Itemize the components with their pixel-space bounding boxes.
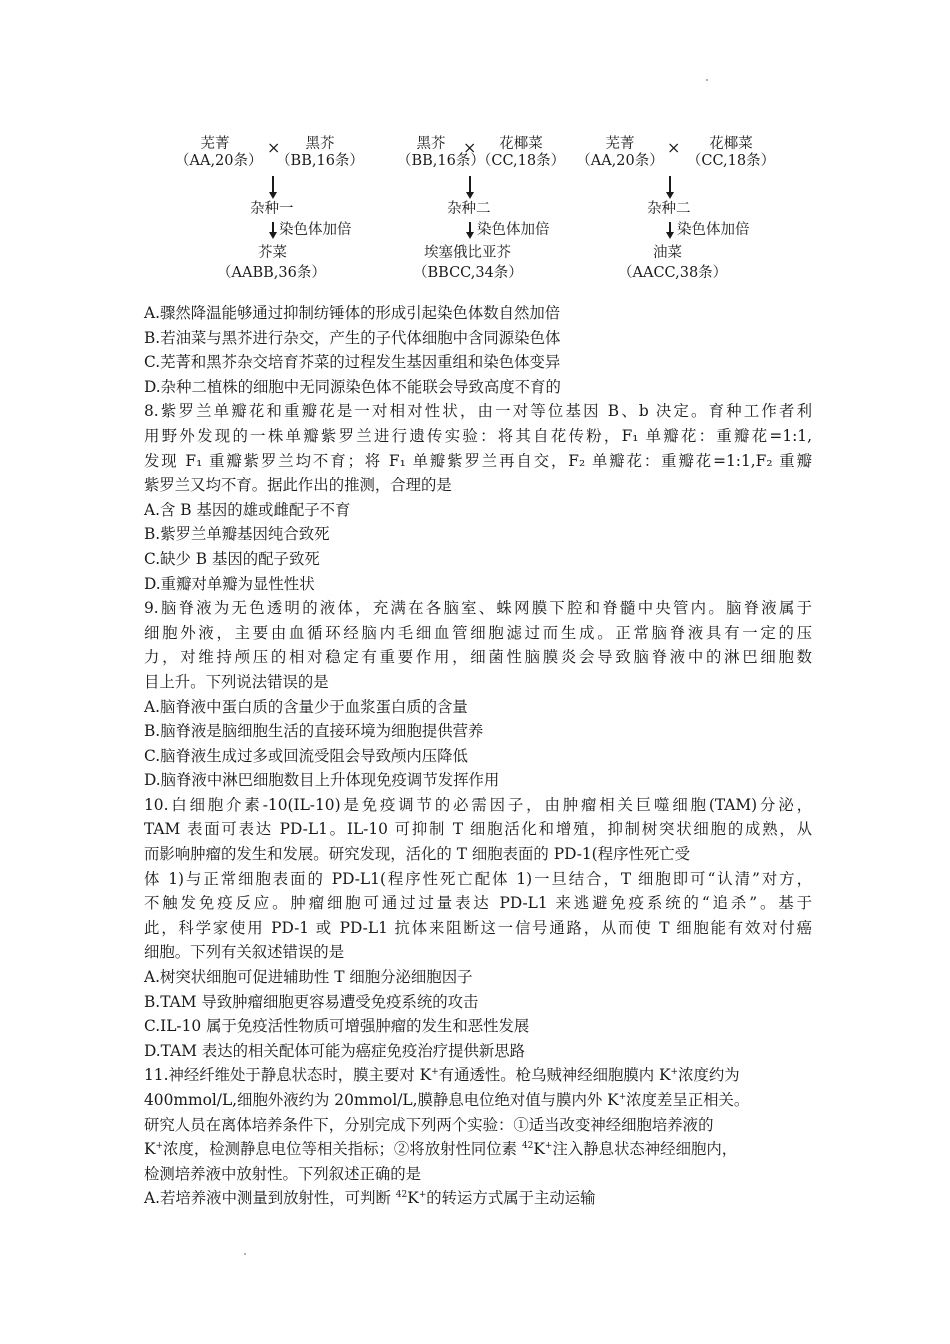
- q9-option-d: D.脑脊液中淋巴细胞数目上升体现免疫调节发挥作用: [144, 771, 500, 790]
- text-run: K: [407, 1189, 419, 1208]
- parent-name: 芜菁: [200, 136, 230, 152]
- text-run: 注入静息状态神经细胞内，: [552, 1140, 738, 1159]
- q8-stem-line: 紫罗兰又均不育。据此作出的推测，合理的是: [144, 476, 452, 495]
- arrow-head: [466, 192, 474, 199]
- q11-stem-line: [144, 1063, 812, 1088]
- doubling-label: 染色体加倍: [279, 222, 352, 238]
- text-run: 11.神经纤维处于静息状态时，膜主要对 K: [144, 1066, 432, 1085]
- q10-option-d: D.TAM 表达的相关配体可能为癌症免疫治疗提供新思路: [144, 1041, 526, 1060]
- q10-option-c: C.IL-10 属于免疫活性物质可增强肿瘤的发生和恶性发展: [144, 1017, 530, 1036]
- q8-option-d: D.重瓣对单瓣为显性性状: [144, 574, 315, 593]
- text-run: 浓度约为: [678, 1066, 740, 1085]
- hybrid-label: 杂种一: [250, 201, 294, 217]
- q10-stem-line: 细胞。下列有关叙述错误的是: [144, 943, 345, 962]
- result-genome: （BBCC,34条）: [413, 265, 523, 281]
- doubling-label: 染色体加倍: [677, 222, 750, 238]
- superscript-plus: +: [670, 1067, 679, 1078]
- q9-option-c: C.脑脊液生成过多或回流受阻会导致颅内压降低: [144, 746, 468, 765]
- text-run: 有通透性。枪乌贼神经细胞膜内 K: [438, 1066, 671, 1085]
- q9-stem-line: 目上升。下列说法错误的是: [144, 672, 329, 691]
- text-run: 浓度，检测静息电位等相关指标；②将放射性同位素: [163, 1140, 522, 1159]
- q9-option-b: B.脑脊液是脑细胞生活的直接环境为细胞提供营养: [144, 722, 484, 741]
- superscript-isotope: 42: [521, 1141, 534, 1152]
- q8-option-c: C.缺少 B 基因的配子致死: [144, 549, 320, 568]
- doubling-label: 染色体加倍: [477, 222, 550, 238]
- q9-stem-line: 9.脑脊液为无色透明的液体，充满在各脑室、蛛网膜下腔和脊髓中央管内。脑脊液属于: [144, 599, 812, 618]
- arrow-head: [666, 192, 674, 199]
- q11-stem-line: 检测培养液中放射性。下列叙述正确的是: [144, 1164, 422, 1183]
- superscript-plus: +: [418, 1190, 427, 1201]
- superscript-isotope: 42: [395, 1190, 408, 1201]
- text-run: 的转运方式属于主动运输: [426, 1189, 596, 1208]
- q10-stem-line: TAM 表面可表达 PD-L1。IL-10 可抑制 T 细胞活化和增殖，抑制树突状细胞的成熟，从: [144, 820, 812, 839]
- parent-genome: （AA,20条）: [576, 153, 664, 170]
- text-run: 400mmol/L,细胞外液约为 20mmol/L,膜静息电位绝对值与膜内外 K: [144, 1091, 619, 1109]
- parent-name: 黑芥: [305, 136, 335, 152]
- result-genome: （AABB,36条）: [217, 265, 326, 281]
- breeding-diagram: [0, 136, 950, 286]
- text-run: K: [533, 1140, 545, 1159]
- q10-option-a: A.树突状细胞可促进辅助性 T 细胞分泌细胞因子: [144, 968, 473, 987]
- superscript-plus: +: [431, 1067, 439, 1078]
- q11-stem-line: [144, 1137, 812, 1162]
- cross-symbol: ×: [267, 138, 281, 157]
- q8-stem-line: 发现 F₁ 重瓣紫罗兰均不育；将 F₁ 单瓣紫罗兰再自交，F₂ 单瓣花：重瓣花=1:1,F₂ 重瓣: [144, 451, 812, 470]
- parent-genome: （BB,16条）: [397, 153, 485, 170]
- parent-name: 花椰菜: [709, 136, 753, 152]
- parent-name: 黑芥: [416, 136, 446, 152]
- text-run: A.若培养液中测量到放射性，可判断: [144, 1189, 396, 1208]
- q10-stem-line: 10.白细胞介素-10(IL-10)是免疫调节的必需因子，由肿瘤相关巨噬细胞(TAM)分泌，: [144, 795, 812, 814]
- superscript-plus: +: [544, 1141, 553, 1152]
- arrow-head: [269, 232, 277, 239]
- parent-genome: （CC,18条）: [686, 153, 776, 170]
- q7-option-b: B.若油菜与黑芥进行杂交，产生的子代体细胞中含同源染色体: [144, 328, 561, 347]
- arrow-head: [666, 232, 674, 239]
- q8-stem-line: 8.紫罗兰单瓣花和重瓣花是一对相对性状，由一对等位基因 B、b 决定。育种工作者利: [144, 402, 812, 421]
- parent-2: [679, 136, 783, 171]
- parent-name: 芜菁: [605, 136, 635, 152]
- q7-option-c: C.芜菁和黑芥杂交培育芥菜的过程发生基因重组和染色体变异: [144, 353, 561, 372]
- parent-2: [475, 136, 567, 171]
- parent-1: [175, 136, 263, 171]
- result-name: 埃塞俄比亚芥: [424, 245, 511, 261]
- parent-genome: （AA,20条）: [175, 153, 263, 170]
- q9-option-a: A.脑脊液中蛋白质的含量少于血浆蛋白质的含量: [144, 697, 468, 716]
- q7-option-a: A.骤然降温能够通过抑制纺锤体的形成引起染色体数自然加倍: [144, 304, 561, 322]
- parent-1: [397, 136, 485, 171]
- arrow-head: [466, 232, 474, 239]
- hybrid-label: 杂种二: [647, 201, 691, 217]
- q10-option-b: B.TAM 导致肿瘤细胞更容易遭受免疫系统的攻击: [144, 992, 479, 1011]
- q11-stem-line: 研究人员在离体培养条件下，分别完成下列两个实验：①适当改变神经细胞培养液的: [144, 1115, 714, 1134]
- parent-genome: （CC,18条）: [476, 153, 566, 170]
- q8-option-a: A.含 B 基因的雄或雌配子不育: [144, 500, 351, 519]
- arrow-head: [269, 192, 277, 199]
- q9-stem-line: 力，对维持颅压的相对稳定有重要作用，细菌性脑膜炎会导致脑脊液中的淋巴细胞数: [144, 648, 812, 667]
- cross-symbol: ×: [667, 138, 681, 157]
- text-run: 浓度差呈正相关。: [626, 1091, 750, 1109]
- superscript-plus: +: [618, 1092, 627, 1102]
- q7-option-d: D.杂种二植株的细胞中无同源染色体不能联会导致高度不育的: [144, 377, 561, 396]
- q10-stem-line: 此，科学家使用 PD-1 或 PD-L1 抗体来阻断这一信号通路，从而使 T 细胞能有效对付癌: [144, 918, 812, 937]
- parent-genome: （BB,16条）: [276, 153, 364, 170]
- parent-2: [275, 136, 365, 171]
- q11-stem-line: [144, 1088, 812, 1113]
- q8-option-b: B.紫罗兰单瓣基因纯合致死: [144, 525, 330, 544]
- question-body: [144, 301, 812, 1211]
- superscript-plus: +: [155, 1141, 164, 1152]
- parent-name: 花椰菜: [499, 136, 543, 152]
- q10-stem-line: 不触发免疫反应。肿瘤细胞可通过过量表达 PD-L1 来逃避免疫系统的“追杀”。基于: [144, 894, 812, 913]
- text-run: K: [144, 1140, 156, 1159]
- scan-speck: [244, 1253, 246, 1255]
- q10-stem-line: 体 1)与正常细胞表面的 PD-L1(程序性死亡配体 1)一旦结合，T 细胞即可“认清”对方，: [144, 869, 812, 888]
- parent-1: [575, 136, 665, 171]
- result-name: 油菜: [653, 245, 682, 261]
- q10-stem-line: 而影响肿瘤的发生和发展。研究发现，活化的 T 细胞表面的 PD-1(程序性死亡受: [144, 845, 691, 864]
- cross-symbol: ×: [463, 138, 477, 157]
- q8-stem-line: 用野外发现的一株单瓣紫罗兰进行遗传实验：将其自花传粉，F₁ 单瓣花：重瓣花=1:1,: [144, 426, 812, 445]
- hybrid-label: 杂种二: [447, 201, 491, 217]
- result-name: 芥菜: [258, 245, 287, 261]
- q9-stem-line: 细胞外液，主要由血循环经脑内毛细血管细胞滤过而生成。正常脑脊液具有一定的压: [144, 623, 812, 642]
- scan-speck: [706, 79, 708, 81]
- result-genome: （AACC,38条）: [618, 265, 728, 281]
- q11-option-a: [144, 1186, 812, 1211]
